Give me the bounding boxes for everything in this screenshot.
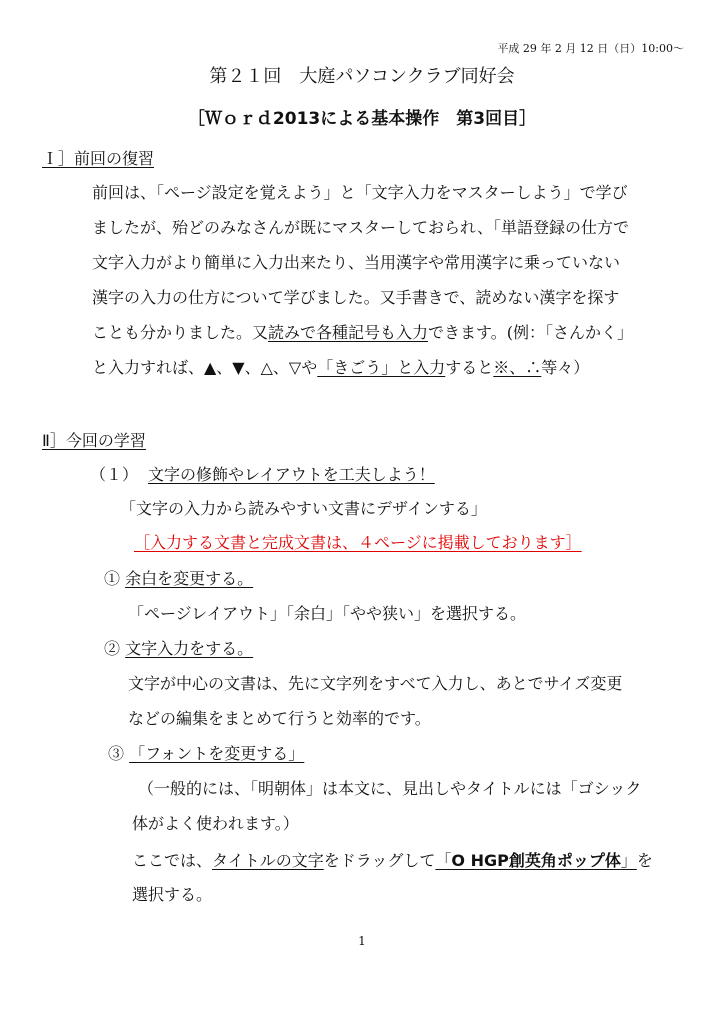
- notice-red: ［入力する文書と完成文書は、４ページに掲載しております］: [134, 533, 582, 552]
- page-number: 1: [358, 934, 366, 948]
- step-2: [104, 636, 253, 659]
- step-3-detail-3f: 」: [620, 851, 637, 870]
- review-line-1: 前回は、「ページ設定を覚えよう」と「文字入力をマスターしよう」で学び: [92, 183, 628, 202]
- review-line-5: [92, 320, 633, 343]
- item-1: [90, 462, 435, 485]
- review-line-4: 漢字の入力の仕方について学びました。又手書きで、読めない漢字を探す: [92, 288, 620, 307]
- page-title: 第２１回 大庭パソコンクラブ同好会: [209, 66, 515, 87]
- step-2-detail-2: などの編集をまとめて行うと効率的です。: [128, 709, 431, 728]
- review-line-6-b: 「きごう」と入力: [317, 358, 446, 377]
- step-3-detail-3: [132, 848, 653, 871]
- section-heading-current: Ⅱ］今回の学習: [42, 431, 146, 450]
- step-3-label: 「フォントを変更する」: [129, 744, 305, 763]
- step-1: [104, 566, 253, 589]
- step-1-detail: 「ページレイアウト」「余白」「やや狭い」を選択する。: [128, 604, 527, 623]
- section-heading-review: Ｉ］前回の復習: [42, 149, 155, 168]
- item-1-num: （１）: [90, 465, 139, 484]
- step-3-detail-3c: をドラッグして: [323, 851, 436, 870]
- step-3-num: ③: [108, 744, 125, 763]
- step-2-detail-1: 文字が中心の文書は、先に文字列をすべて入力し、あとでサイズ変更: [128, 674, 623, 693]
- step-3-detail-1: （一般的には、「明朝体」は本文に、見出しやタイトルには「ゴシック: [138, 779, 642, 798]
- item-1-label: 文字の修飾やレイアウトを工夫しよう！: [148, 465, 435, 484]
- review-line-3: 文字入力がより簡単に入力出来たり、当用漢字や常用漢字に乗っていない: [92, 253, 621, 272]
- step-3: [108, 741, 304, 764]
- step-3-detail-3g: を: [636, 851, 653, 870]
- review-line-5-a: ことも分かりました。又: [92, 323, 269, 342]
- design-subtitle: 「文字の入力から読みやすい文書にデザインする」: [120, 499, 487, 518]
- step-3-detail-2: 体がよく使われます。）: [132, 814, 299, 833]
- step-3-detail-3a: ここでは、: [132, 851, 213, 870]
- step-3-detail-4: 選択する。: [132, 885, 213, 904]
- step-3-font-name: O HGP創英角ポップ体: [451, 851, 621, 870]
- review-line-2: ましたが、殆どのみなさんが既にマスターしておられ、「単語登録の仕方で: [92, 218, 629, 237]
- step-2-num: ②: [104, 639, 121, 658]
- review-line-6-c: すると: [445, 358, 494, 377]
- step-3-detail-3d: 「: [435, 851, 452, 870]
- date-header: 平成 29 年 2 月 12 日（日）10:00～: [497, 42, 684, 55]
- review-line-6: [92, 355, 589, 378]
- step-2-label: 文字入力をする。: [125, 639, 254, 658]
- review-line-6-e: 等々）: [541, 358, 590, 377]
- review-line-6-a: と入力すれば、▲、▼、△、▽や: [92, 358, 318, 377]
- page-subtitle: ［Ｗｏｒｄ2013による基本操作 第3回目］: [187, 109, 537, 129]
- review-line-5-b: 読みで: [268, 323, 317, 342]
- review-line-6-d: ※、∴: [493, 358, 542, 377]
- review-line-5-c: 各種記号も入力: [316, 323, 429, 342]
- step-1-label: 余白を変更する。: [125, 569, 254, 588]
- review-line-5-d: できます。(例：「さんかく」: [428, 323, 634, 342]
- step-1-num: ①: [104, 569, 121, 588]
- step-3-detail-3b: タイトルの文字: [212, 851, 324, 870]
